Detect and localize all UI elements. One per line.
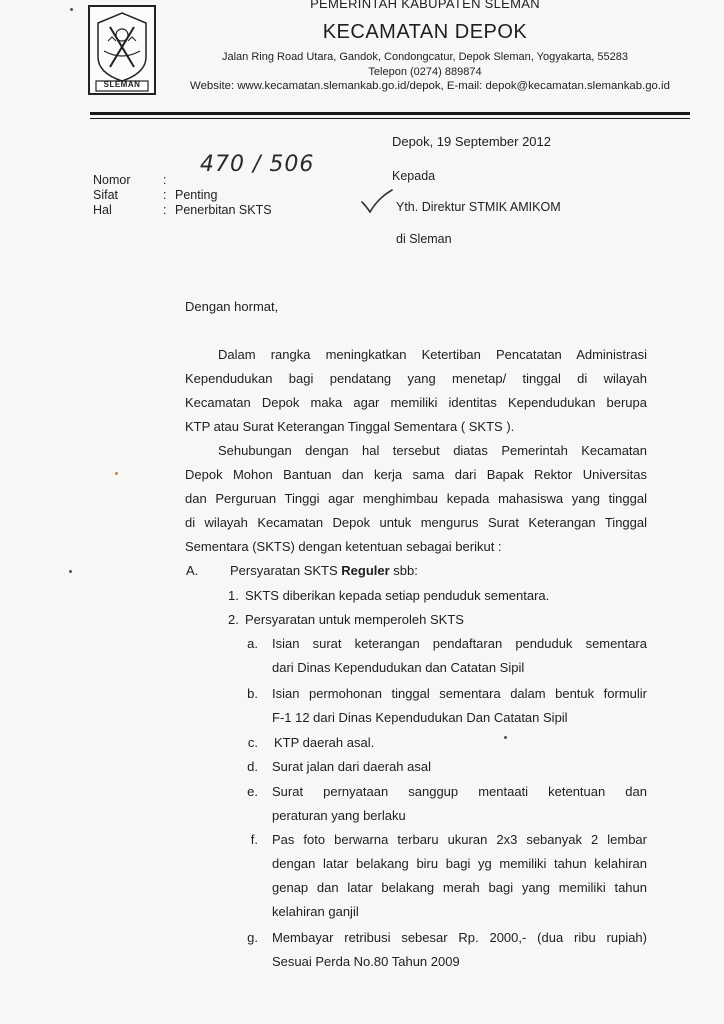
letter-date: Depok, 19 September 2012 — [392, 134, 551, 149]
letterhead-divider-thin — [90, 118, 690, 119]
paragraph-2-line: di wilayah Kecamatan Depok untuk mengurus Surat Keterangan Tinggal — [185, 515, 647, 530]
subitem-letter: g. — [247, 930, 258, 945]
paragraph-2-line: Depok Mohon Bantuan dan kerja sama dari Bapak Rektor Universitas — [185, 467, 647, 482]
section-a-text-after: sbb: — [389, 563, 418, 578]
letterhead-phone: Telepon (0274) 889874 — [368, 66, 482, 78]
item-text: Persyaratan untuk memperoleh SKTS — [245, 612, 464, 627]
subitem-line: Isian surat keterangan pendaftaran penduduk sementara — [272, 636, 647, 651]
scan-speck — [115, 472, 118, 475]
subitem-line: genap dan latar belakang merah bagi yang memiliki tahun — [272, 880, 647, 895]
sifat-label: Sifat — [93, 188, 119, 202]
subitem-letter: c. — [247, 735, 258, 750]
sifat-colon: : — [163, 188, 167, 202]
item-text: SKTS diberikan kepada setiap penduduk sementara. — [245, 588, 550, 603]
subitem-line: kelahiran ganjil — [272, 904, 359, 919]
subitem-line: dari Dinas Kependudukan dan Catatan Sipil — [272, 660, 525, 675]
letterhead-web: Website: www.kecamatan.slemankab.go.id/depok, E-mail: depok@kecamatan.slemankab.go.id — [190, 80, 670, 92]
subitem-letter: e. — [247, 784, 258, 799]
hal-colon: : — [163, 203, 167, 217]
item-number: 1. — [228, 588, 239, 603]
nomor-colon: : — [163, 173, 167, 187]
paragraph-2-line: dan Perguruan Tinggi agar menghimbau kepada mahasiswa yang tinggal — [185, 491, 647, 506]
nomor-value-handwritten: 470 / 506 — [200, 152, 315, 177]
hal-value: Penerbitan SKTS — [175, 203, 272, 217]
subitem-letter: d. — [247, 759, 258, 774]
paragraph-1-line: KTP atau Surat Keterangan Tinggal Sementara ( SKTS ). — [185, 419, 515, 434]
recipient-place: di Sleman — [396, 232, 452, 246]
paragraph-2-line: Sementara (SKTS) dengan ketentuan sebagai berikut : — [185, 539, 502, 554]
subitem-line: KTP daerah asal. — [274, 735, 375, 750]
section-a-text-bold: Reguler — [341, 563, 390, 578]
item-number: 2. — [228, 612, 239, 627]
greeting: Dengan hormat, — [185, 299, 279, 314]
scan-speck — [504, 736, 507, 739]
paragraph-2-line: Sehubungan dengan hal tersebut diatas Pemerintah Kecamatan — [218, 443, 647, 458]
section-a-text-before: Persyaratan SKTS — [230, 563, 342, 578]
subitem-letter: a. — [247, 636, 258, 651]
scan-speck — [70, 8, 73, 11]
subitem-line: Membayar retribusi sebesar Rp. 2000,- (dua ribu rupiah) — [272, 930, 647, 945]
letterhead-government: PEMERINTAH KABUPATEN SLEMAN — [310, 0, 540, 11]
subitem-line: peraturan yang berlaku — [272, 808, 406, 823]
sifat-value: Penting — [175, 188, 218, 202]
hal-label: Hal — [93, 203, 112, 217]
scan-speck — [69, 570, 72, 573]
letterhead-address: Jalan Ring Road Utara, Gandok, Condongcatur, Depok Sleman, Yogyakarta, 55283 — [221, 51, 629, 63]
section-a-label: A. — [186, 563, 199, 578]
logo-label: SLEMAN — [103, 80, 141, 89]
letterhead-divider-thick — [90, 112, 690, 115]
paragraph-1-line: Kependudukan bagi pendatang yang menetap/ tinggal di wilayah — [185, 371, 647, 386]
handwritten-check-icon — [360, 188, 394, 221]
subitem-letter: b. — [247, 686, 258, 701]
subitem-line: dengan latar belakang biru bagi yg memiliki tahun kelahiran — [272, 856, 647, 871]
recipient-yth: Yth. Direktur STMIK AMIKOM — [396, 200, 561, 214]
nomor-label: Nomor — [93, 173, 131, 187]
recipient-kepada: Kepada — [392, 169, 436, 183]
subitem-line: Surat jalan dari daerah asal — [272, 759, 431, 774]
paragraph-1-line: Dalam rangka meningkatkan Ketertiban Pencatatan Administrasi — [218, 347, 647, 362]
subitem-letter: f. — [250, 832, 258, 847]
subitem-line: Pas foto berwarna terbaru ukuran 2x3 sebanyak 2 lembar — [272, 832, 647, 847]
subitem-line: Isian permohonan tinggal sementara dalam bentuk formulir — [272, 686, 647, 701]
subitem-line: F-1 12 dari Dinas Kependudukan Dan Catatan Sipil — [272, 710, 568, 725]
letterhead-office: KECAMATAN DEPOK — [322, 21, 528, 43]
regency-emblem-logo — [88, 5, 156, 95]
paragraph-1-line: Kecamatan Depok maka agar memiliki identitas Kependudukan berupa — [185, 395, 647, 410]
subitem-line: Surat pernyataan sanggup mentaati ketentuan dan — [272, 784, 647, 799]
subitem-line: Sesuai Perda No.80 Tahun 2009 — [272, 954, 460, 969]
section-a-heading — [230, 563, 418, 578]
